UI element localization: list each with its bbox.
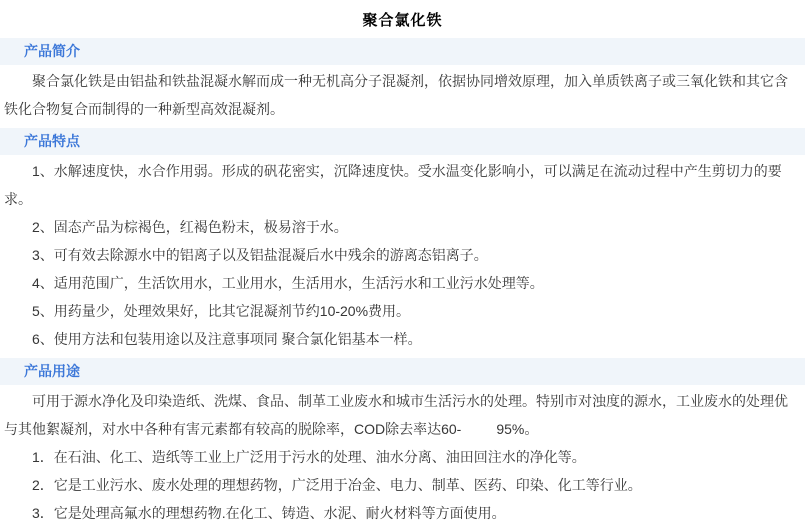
page-title: 聚合氯化铁 (362, 12, 443, 29)
section-usage (0, 358, 805, 527)
feature-item: 1、水解速度快，水合作用弱。形成的矾花密实，沉降速度快。受水温变化影响小，可以满足在流动过程中产生剪切力的要求。 (4, 163, 782, 207)
feature-item: 2、固态产品为棕褐色，红褐色粉末，极易溶于水。 (32, 219, 348, 235)
feature-item: 5、用药量少，处理效果好，比其它混凝剂节约10-20%费用。 (32, 303, 411, 319)
usage-paragraph: 可用于源水净化及印染造纸、洗煤、食品、制革工业废水和城市生活污水的处理。特别市对浊度的源水，工业废水的处理优与其他絮凝剂，对水中各种有害元素都有较高的脱除率，COD除去率达60- 95%。 (4, 393, 788, 437)
section-heading-band-features (0, 128, 805, 155)
intro-paragraph: 聚合氯化铁是由铝盐和铁盐混凝水解而成一种无机高分子混凝剂，依据协同增效原理，加入单质铁离子或三氧化铁和其它含铁化合物复合而制得的一种新型高效混凝剂。 (4, 73, 788, 117)
feature-item: 6、使用方法和包装用途以及注意事项同 聚合氯化铝基本一样。 (32, 331, 422, 347)
usage-item: 3．它是处理高氟水的理想药物.在化工、铸造、水泥、耐火材料等方面使用。 (32, 505, 506, 521)
section-heading-intro: 产品简介 (24, 43, 80, 59)
section-intro (0, 38, 805, 123)
feature-item: 3、可有效去除源水中的铝离子以及铝盐混凝后水中残余的游离态铝离子。 (32, 247, 488, 263)
section-heading-usage: 产品用途 (24, 363, 80, 379)
section-features (0, 128, 805, 353)
feature-item: 4、适用范围广，生活饮用水，工业用水，生活用水，生活污水和工业污水处理等。 (32, 275, 544, 291)
section-heading-features: 产品特点 (24, 133, 80, 149)
usage-item: 1．在石油、化工、造纸等工业上广泛用于污水的处理、油水分离、油田回注水的净化等。 (32, 449, 586, 465)
usage-item: 2．它是工业污水、废水处理的理想药物，广泛用于冶金、电力、制革、医药、印染、化工等行业。 (32, 477, 642, 493)
section-heading-band-usage (0, 358, 805, 385)
section-heading-band-intro (0, 38, 805, 65)
